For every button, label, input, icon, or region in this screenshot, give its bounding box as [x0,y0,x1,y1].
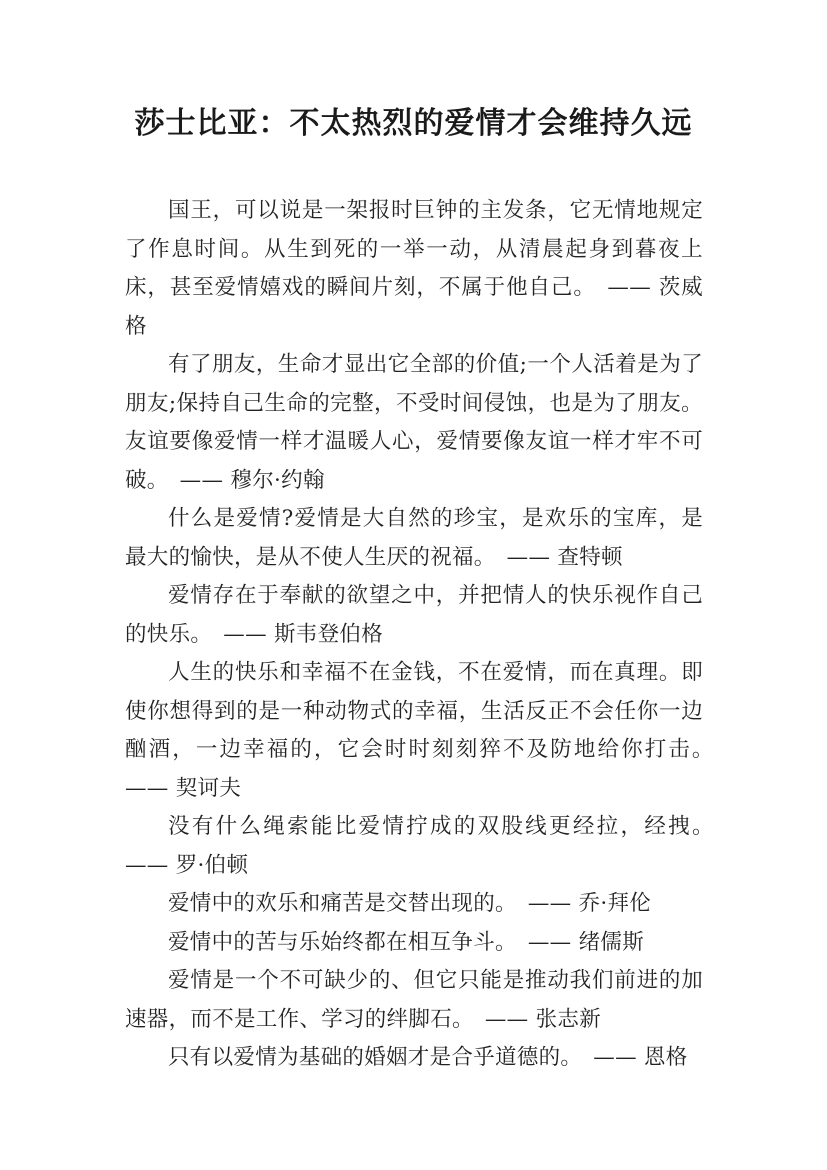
quote-text: 爱情是一个不可缺少的、但它只能是推动我们前进的加速器，而不是工作、学习的绊脚石。 [125,968,703,1032]
quote-author: —— 罗·伯顿 [125,852,249,878]
quote-paragraph [125,924,703,963]
quote-list [125,192,703,1078]
page-title: 莎士比亚：不太热烈的爱情才会维持久远 [134,106,693,141]
quote-text: 只有以爱情为基础的婚姻才是合乎道德的。 [168,1045,572,1070]
quote-author: —— 查特顿 [506,544,623,570]
quote-text: 爱情中的苦与乐始终都在相互争斗。 [168,929,507,955]
quote-author: —— 茨威格 [125,275,703,339]
quote-author: —— 绪儒斯 [527,929,645,955]
quote-paragraph [125,500,703,577]
quote-paragraph [125,577,703,654]
quote-text: 有了朋友，生命才显出它全部的价值;一个人活着是为了朋友;保持自己生命的完整，不受时间侵蚀，也是为了朋友。友谊要像爱情一样才温暖人心，爱情要像友谊一样才牢不可破。 [125,352,703,493]
quote-author: —— 斯韦登伯格 [223,621,384,647]
quote-text: 什么是爱情?爱情是大自然的珍宝，是欢乐的宝库，是最大的愉快，是从不使人生厌的祝福。 [125,506,703,570]
quote-author: —— 契诃夫 [125,775,242,801]
quote-text: 国王，可以说是一架报时巨钟的主发条，它无情地规定了作息时间。从生到死的一举一动，从清晨起身到暮夜上床，甚至爱情嬉戏的瞬间片刻，不属于他自己。 [125,198,703,300]
quote-paragraph [125,654,703,808]
quote-text: 爱情存在于奉献的欲望之中，并把情人的快乐视作自己的快乐。 [125,583,703,647]
quote-text: 爱情中的欢乐和痛苦是交替出现的。 [168,891,507,916]
quote-text: 没有什么绳索能比爱情拧成的双股线更经拉，经拽。 [168,814,703,839]
quote-author: —— 恩格 [593,1045,688,1070]
quote-paragraph [125,346,703,500]
quote-paragraph [125,192,703,346]
quote-author: —— 乔·拜伦 [527,891,652,916]
quote-paragraph [125,885,703,924]
quote-paragraph [125,808,703,885]
quote-author: —— 张志新 [484,1006,602,1032]
quote-paragraph [125,962,703,1039]
quote-author: —— 穆尔·约翰 [179,467,325,493]
quote-text: 人生的快乐和幸福不在金钱，不在爱情，而在真理。即使你想得到的是一种动物式的幸福，生活反正不会任你一边酗酒，一边幸福的，它会时时刻刻猝不及防地给你打击。 [125,660,703,762]
quote-paragraph [125,1039,703,1078]
